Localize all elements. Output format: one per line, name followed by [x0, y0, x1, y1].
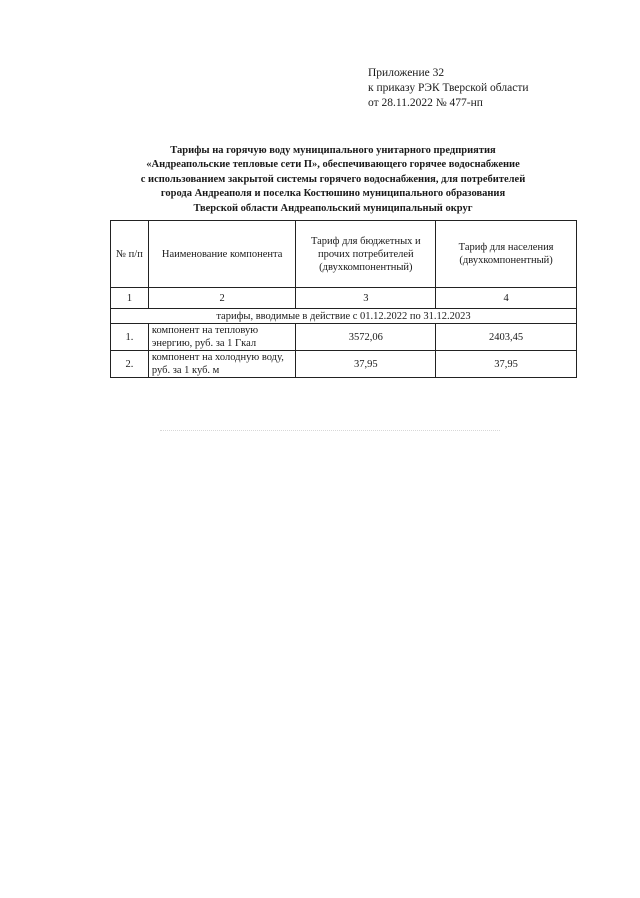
- column-number: 1: [111, 288, 149, 309]
- period-row: [111, 309, 577, 324]
- row-budget-tariff: 37,95: [296, 351, 436, 378]
- header-population-tariff: Тариф для населения (двухкомпонентный): [436, 221, 577, 288]
- row-component-name: компонент на холодную воду, руб. за 1 куб. м: [148, 351, 296, 378]
- header-num: № п/п: [111, 221, 149, 288]
- title-line: Тверской области Андреапольский муниципальный округ: [193, 202, 473, 214]
- row-population-tariff: 2403,45: [436, 324, 577, 351]
- row-num: 2.: [111, 351, 149, 378]
- appendix-line-2: к приказу РЭК Тверской области: [368, 82, 529, 94]
- row-budget-tariff: 3572,06: [296, 324, 436, 351]
- row-num: 1.: [111, 324, 149, 351]
- table-header-row: [111, 221, 577, 288]
- appendix-line-1: Приложение 32: [368, 67, 445, 79]
- column-number: 2: [148, 288, 296, 309]
- title-line: города Андреаполя и поселка Костюшино муниципального образования: [160, 188, 506, 200]
- header-component-name: Наименование компонента: [148, 221, 296, 288]
- column-number: 4: [436, 288, 577, 309]
- title-line: «Андреапольские тепловые сети П», обеспечивающего горячее водоснабжение: [146, 159, 520, 171]
- period-label: тарифы, вводимые в действие с 01.12.2022 по 31.12.2023: [111, 309, 577, 324]
- title-line: Тарифы на горячую воду муниципального унитарного предприятия: [170, 145, 496, 156]
- row-population-tariff: 37,95: [436, 351, 577, 378]
- table-row: [111, 351, 577, 378]
- document-title: [100, 144, 566, 216]
- tariffs-table: [110, 220, 577, 378]
- header-budget-tariff: Тариф для бюджетных и прочих потребителей (двухкомпонентный): [296, 221, 436, 288]
- column-number: 3: [296, 288, 436, 309]
- row-component-name: компонент на тепловую энергию, руб. за 1 Гкал: [148, 324, 296, 351]
- title-line: с использованием закрытой системы горячего водоснабжения, для потребителей: [140, 173, 526, 185]
- appendix-header: [368, 66, 529, 111]
- column-numbers-row: [111, 288, 577, 309]
- appendix-line-3: от 28.11.2022 № 477-нп: [368, 97, 483, 109]
- scan-artifact-line: [160, 430, 500, 432]
- table-row: [111, 324, 577, 351]
